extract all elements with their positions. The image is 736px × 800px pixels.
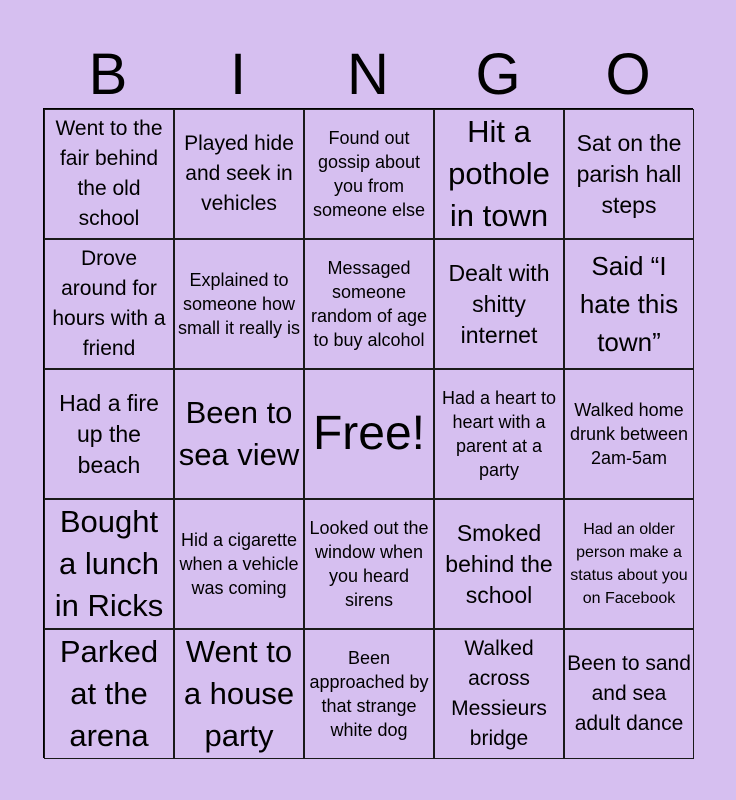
bingo-cell-text: Played hide and seek in vehicles — [184, 132, 294, 215]
bingo-cell[interactable] — [174, 109, 304, 239]
header-letter-b: B — [88, 42, 128, 107]
bingo-cell-text: Messaged someone random of age to buy alcohol — [310, 258, 428, 350]
header-letter-i: I — [229, 42, 247, 107]
bingo-cell-text: Been to sand and sea adult dance — [567, 652, 691, 735]
bingo-cell[interactable] — [304, 109, 434, 239]
bingo-cell[interactable] — [174, 239, 304, 369]
bingo-cell[interactable] — [174, 499, 304, 629]
bingo-cell[interactable] — [304, 629, 434, 759]
bingo-cell[interactable] — [44, 499, 174, 629]
bingo-cell-text: Explained to someone how small it really is — [177, 270, 301, 338]
bingo-cell[interactable] — [44, 369, 174, 499]
bingo-cell-text: Went to a house party — [183, 634, 295, 753]
bingo-cell-text: Said “I hate this town” — [579, 251, 679, 357]
header-letter-g: G — [475, 42, 521, 107]
bingo-cell[interactable] — [174, 629, 304, 759]
bingo-cell-text: Dealt with shitty internet — [448, 259, 550, 348]
bingo-cell-text: Had a heart to heart with a parent at a party — [441, 388, 557, 480]
bingo-cell-text: Drove around for hours with a friend — [52, 247, 166, 360]
bingo-cell-text: Smoked behind the school — [445, 519, 553, 608]
bingo-cell[interactable] — [434, 499, 564, 629]
bingo-cell-text: Sat on the parish hall steps — [576, 129, 682, 218]
bingo-cell-text: Went to the fair behind the old school — [55, 117, 163, 230]
free-space-text: Free! — [312, 407, 426, 460]
bingo-cell[interactable] — [434, 369, 564, 499]
bingo-cell[interactable] — [564, 109, 694, 239]
bingo-cell[interactable] — [44, 109, 174, 239]
bingo-cell[interactable] — [434, 239, 564, 369]
bingo-cell[interactable] — [434, 109, 564, 239]
bingo-cell[interactable] — [304, 239, 434, 369]
bingo-cell[interactable] — [564, 499, 694, 629]
bingo-cell[interactable] — [44, 629, 174, 759]
bingo-cell[interactable] — [174, 369, 304, 499]
bingo-cell[interactable] — [564, 629, 694, 759]
bingo-cell[interactable] — [564, 239, 694, 369]
bingo-cell-text: Hid a cigarette when a vehicle was coming — [179, 530, 299, 598]
free-space-cell[interactable] — [304, 369, 434, 499]
bingo-cell-text: Been to sea view — [178, 395, 300, 472]
header-letter-o: O — [605, 42, 651, 107]
bingo-cell-text: Walked across Messieurs bridge — [451, 637, 547, 750]
bingo-cell[interactable] — [434, 629, 564, 759]
bingo-header — [43, 44, 693, 106]
bingo-cell-text: Looked out the window when you heard sirens — [309, 518, 429, 610]
bingo-cell-text: Had an older person make a status about you on Facebook — [570, 521, 688, 607]
bingo-cell-text: Hit a pothole in town — [448, 114, 550, 233]
bingo-cell-text: Parked at the arena — [59, 634, 159, 753]
bingo-cell[interactable] — [304, 499, 434, 629]
bingo-cell-text: Bought a lunch in Ricks — [54, 504, 164, 623]
bingo-card-grid — [43, 108, 693, 758]
bingo-cell-text: Had a fire up the beach — [59, 389, 159, 478]
header-letter-n: N — [347, 42, 389, 107]
bingo-cell[interactable] — [564, 369, 694, 499]
bingo-cell[interactable] — [44, 239, 174, 369]
bingo-cell-text: Walked home drunk between 2am-5am — [569, 400, 689, 468]
bingo-cell-text: Been approached by that strange white dog — [309, 648, 429, 740]
bingo-cell-text: Found out gossip about you from someone else — [312, 128, 426, 220]
